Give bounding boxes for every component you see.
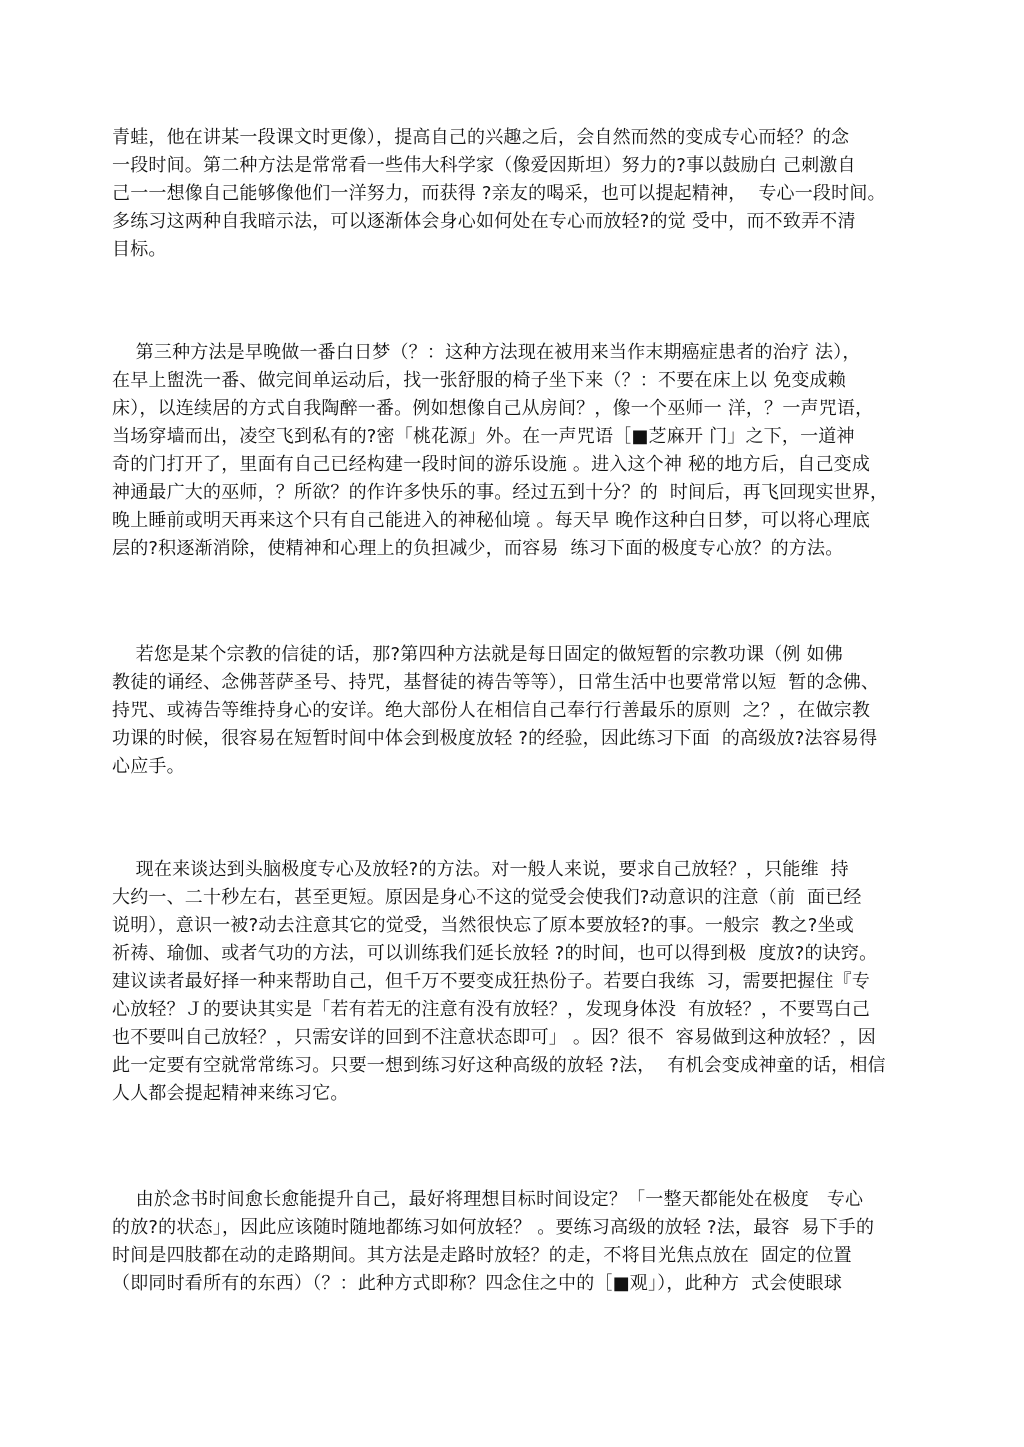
text-line: 目标。 [112,239,167,260]
text-line: 床），以连续居的方式自我陶醉一番。例如想像自己从房间？，像一个巫师一 洋，？一声咒语， [112,398,874,419]
text-line: （即同时看所有的东西）（？：此种方式即称？四念住之中的［■观」），此种方 式会使眼球 [112,1273,843,1294]
text-line: 心放轻？Ｊ的要诀其实是「若有若无的注意有没有放轻？，发现身体没 有放轻？，不要骂白己 [112,999,871,1020]
text-line: 现在来谈达到头脑极度专心及放轻?的方法。对一般人来说，要求自己放轻？，只能维 持 [112,859,849,880]
paragraph-5 [112,1186,916,1298]
text-line: 祈祷、瑜伽、或者气功的方法，可以训练我们延长放轻 ?的时间，也可以得到极 度放?的诀窍。 [112,943,878,964]
text-line: 的放?的状态」，因此应该随时随地都练习如何放轻？ 。要练习高级的放轻 ?法，最容 易下手的 [112,1217,875,1238]
text-line: 大约一、二十秒左右，甚至更短。原因是身心不这的觉受会使我们?动意识的注意（前 面已经 [112,887,862,908]
text-line: 教徒的诵经、念佛菩萨圣号、持咒，基督徒的祷告等等），日常生活中也要常常以短 暂的念佛、 [112,672,880,693]
paragraph-1 [112,124,916,264]
text-line: 晚上睡前或明天再来这个只有自己能进入的神秘仙境 。每天早 晚作这种白日梦，可以将心理底 [112,510,871,531]
text-line: 在早上盥洗一番、做完间单运动后，找一张舒服的椅子坐下来（？：不要在床上以 免变成赖 [112,370,846,391]
text-line: 第三种方法是早晚做一番白日梦（？：这种方法现在被用来当作末期癌症患者的治疗 法）， [112,342,861,363]
text-line: 多练习这两种自我暗示法，可以逐渐体会身心如何处在专心而放轻?的觉 受中，而不致弄不清 [112,211,856,232]
text-line: 人人都会提起精神来练习它。 [112,1083,349,1104]
text-line: 青蛙，他在讲某一段课文时更像），提高自己的兴趣之后，会自然而然的变成专心而轻？的念 [112,127,850,148]
text-line: 一段时间。第二种方法是常常看一些伟大科学家（像爱因斯坦）努力的?事以鼓励白 己刺激自 [112,155,856,176]
paragraph-2 [112,339,916,563]
text-line: 此一定要有空就常常练习。只要一想到练习好这种高级的放轻 ?法， 有机会变成神童的话，相信 [112,1055,886,1076]
text-line: 层的?积逐渐消除，使精神和心理上的负担减少，而容易 练习下面的极度专心放？的方法。 [112,538,844,559]
text-line: 由於念书时间愈长愈能提升自己，最好将理想目标时间设定？「一整天都能处在极度 专心 [112,1189,864,1210]
text-line: 若您是某个宗教的信徒的话，那?第四种方法就是每日固定的做短暂的宗教功课（例 如佛 [112,644,843,665]
text-line: 说明），意识一被?动去注意其它的觉受，当然很快忘了原本要放轻?的事。一般宗 教之?坐或 [112,915,854,936]
text-line: 功课的时候，很容易在短暂时间中体会到极度放轻 ?的经验，因此练习下面 的高级放?法容易得 [112,728,878,749]
text-line: 当场穿墙而出，凌空飞到私有的?密「桃花源」外。在一声咒语［■芝麻开 门」之下，一道神 [112,426,855,447]
text-line: 己一一想像自己能够像他们一洋努力，而获得 ?亲友的喝采，也可以提起精神， 专心一段时间。 [112,183,886,204]
text-line: 奇的门打开了，里面有自己已经构建一段时间的游乐设施 。进入这个神 秘的地方后，自己变成 [112,454,871,475]
text-line: 神通最广大的巫师，？所欲？的作许多快乐的事。经过五到十分？的 时间后，再飞回现实世界， [112,482,889,503]
text-line: 时间是四肢都在动的走路期间。其方法是走路时放轻？的走，不将目光焦点放在 固定的位置 [112,1245,852,1266]
text-line: 心应手。 [112,756,185,777]
text-line: 也不要叫自己放轻？，只需安详的回到不注意状态即可」 。因？很不 容易做到这种放轻？，因 [112,1027,876,1048]
paragraph-4 [112,856,916,1108]
text-line: 建议读者最好择一种来帮助自己，但千万不要变成狂热份子。若要白我练 习，需要把握住『专 [112,971,871,992]
paragraph-3 [112,641,916,781]
text-line: 持咒、或祷告等维持身心的安详。绝大部份人在相信自己奉行行善最乐的原则 之？，在做宗教 [112,700,871,721]
